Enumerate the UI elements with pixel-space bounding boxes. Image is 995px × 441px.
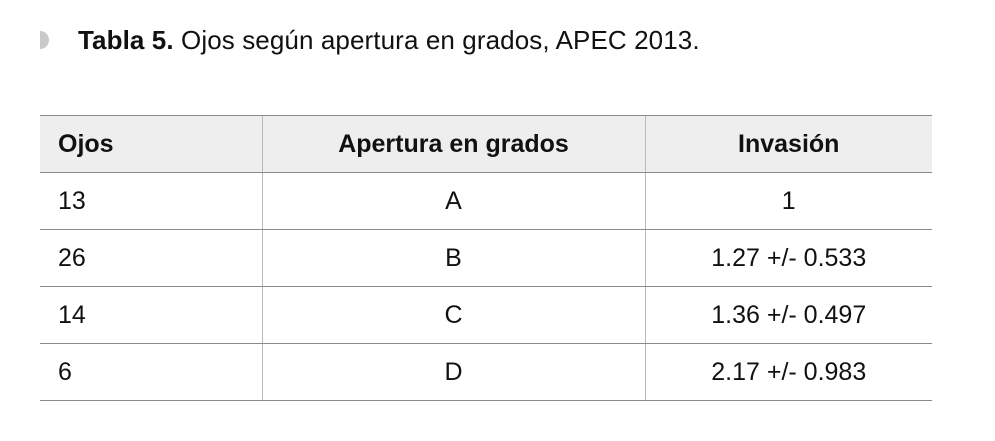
cell-invasion: 1 bbox=[645, 173, 932, 230]
caption-space bbox=[174, 25, 181, 56]
cell-invasion: 2.17 +/- 0.983 bbox=[645, 344, 932, 401]
caption-text: Ojos según apertura en grados, APEC 2013. bbox=[181, 24, 700, 55]
cell-ojos: 14 bbox=[40, 287, 262, 344]
caption-title: Tabla 5. bbox=[78, 24, 174, 55]
cell-ojos: 13 bbox=[40, 173, 262, 230]
header-invasion: Invasión bbox=[645, 116, 932, 173]
cell-apertura: B bbox=[262, 230, 645, 287]
header-apertura: Apertura en grados bbox=[262, 116, 645, 173]
cell-ojos: 6 bbox=[40, 344, 262, 401]
header-ojos: Ojos bbox=[40, 116, 262, 173]
cell-apertura: A bbox=[262, 173, 645, 230]
table-row bbox=[40, 173, 932, 230]
cell-ojos: 26 bbox=[40, 230, 262, 287]
cell-apertura: D bbox=[262, 344, 645, 401]
table-row bbox=[40, 230, 932, 287]
bullet-icon bbox=[40, 31, 49, 49]
header-row bbox=[40, 116, 932, 173]
data-table bbox=[40, 115, 932, 401]
cell-invasion: 1.27 +/- 0.533 bbox=[645, 230, 932, 287]
table-caption bbox=[40, 18, 700, 62]
table-row bbox=[40, 287, 932, 344]
table-row bbox=[40, 344, 932, 401]
cell-invasion: 1.36 +/- 0.497 bbox=[645, 287, 932, 344]
cell-apertura: C bbox=[262, 287, 645, 344]
